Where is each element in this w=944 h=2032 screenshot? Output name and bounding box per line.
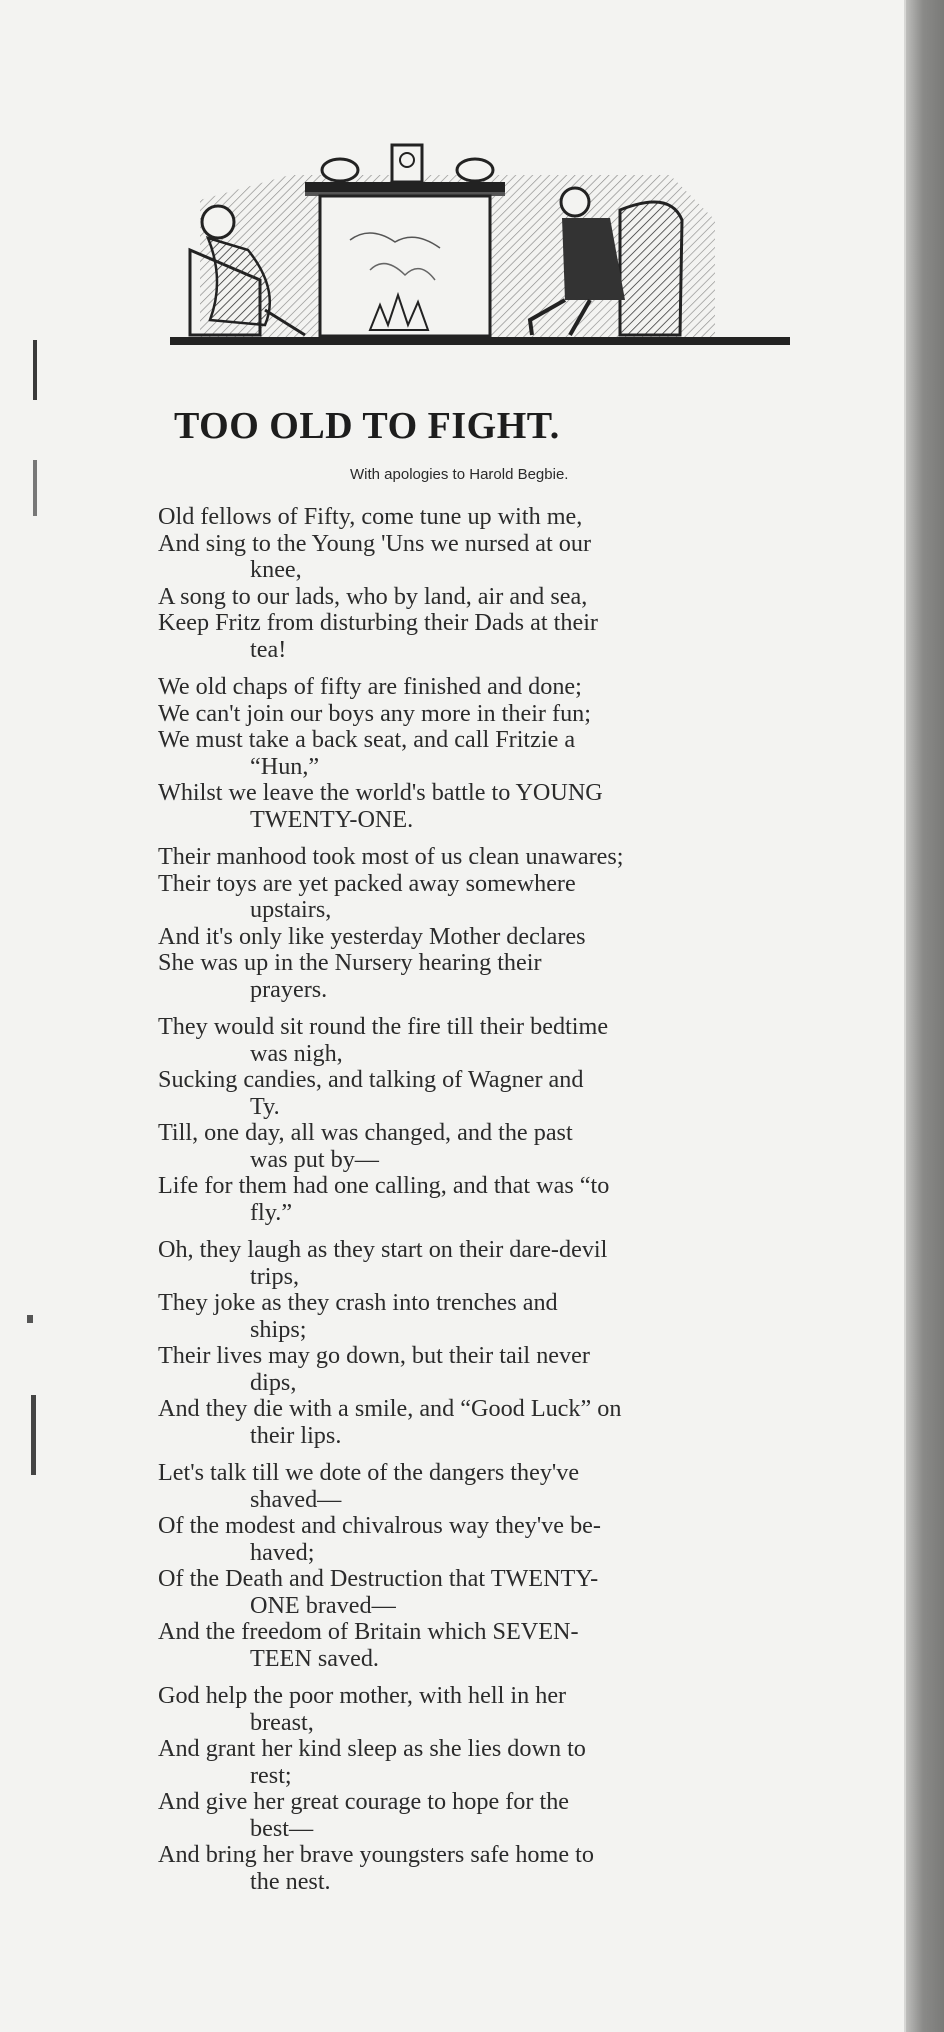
poem-line-continuation: tea! <box>250 635 287 663</box>
poem-line-continuation: ONE braved— <box>250 1591 396 1619</box>
poem-line-continuation: fly.” <box>250 1198 293 1226</box>
poem-line: A song to our lads, who by land, air and sea, <box>158 582 588 610</box>
binding-mark <box>27 1315 33 1323</box>
poem-line: Let's talk till we dote of the dangers they've <box>158 1459 580 1486</box>
poem-line: And it's only like yesterday Mother declares <box>158 922 586 950</box>
poem-line: Till, one day, all was changed, and the past <box>158 1119 573 1146</box>
poem-attribution: With apologies to Harold Begbie. <box>350 466 569 483</box>
poem-line: They would sit round the fire till their bedtime <box>158 1013 609 1040</box>
poem-line-continuation: best— <box>250 1814 314 1842</box>
poem-line: Sucking candies, and talking of Wagner and <box>158 1066 584 1093</box>
poem-line-continuation: the nest. <box>250 1867 331 1895</box>
poem-line: We can't join our boys any more in their fun; <box>158 699 591 727</box>
poem-line-continuation: prayers. <box>250 975 328 1003</box>
poem-line-continuation: “Hun,” <box>250 752 320 780</box>
poem-line-continuation: TWENTY-ONE. <box>250 805 414 833</box>
poem-line-continuation: breast, <box>250 1708 314 1736</box>
poem-line-continuation: dips, <box>250 1368 297 1396</box>
poem-line: Life for them had one calling, and that was “to <box>158 1172 610 1199</box>
binding-mark <box>31 1395 36 1475</box>
poem-line: She was up in the Nursery hearing their <box>158 949 542 976</box>
poem-line: Their manhood took most of us clean unawares; <box>158 843 624 870</box>
poem-line: And bring her brave youngsters safe home to <box>158 1841 594 1868</box>
poem-line: Old fellows of Fifty, come tune up with me, <box>158 503 583 530</box>
poem-stanza <box>158 1014 778 1226</box>
poem-line-continuation: was nigh, <box>250 1039 343 1067</box>
poem-stanza <box>158 844 778 1003</box>
poem-line: Whilst we leave the world's battle to YOUNG <box>158 779 603 806</box>
poem-stanza <box>158 1683 778 1895</box>
poem-line: Oh, they laugh as they start on their dare-devil <box>158 1236 608 1263</box>
poem-line: Of the modest and chivalrous way they've be- <box>158 1512 601 1539</box>
poem-line: Keep Fritz from disturbing their Dads at their <box>158 609 598 636</box>
poem-line-continuation: knee, <box>250 556 302 583</box>
fireside-scene-illustration <box>170 130 790 355</box>
poem-body <box>158 504 778 1906</box>
poem-line: Their lives may go down, but their tail never <box>158 1342 590 1369</box>
poem-line-continuation: upstairs, <box>250 896 332 923</box>
poem-line: Of the Death and Destruction that TWENTY- <box>158 1565 599 1592</box>
poem-line-continuation: was put by— <box>250 1145 379 1173</box>
binding-mark <box>33 340 37 400</box>
poem-line: Their toys are yet packed away somewhere <box>158 869 576 897</box>
poem-stanza <box>158 1237 778 1449</box>
poem-line-continuation: shaved— <box>250 1485 342 1513</box>
binding-mark <box>33 460 37 516</box>
poem-line: And they die with a smile, and “Good Luck” on <box>158 1395 622 1422</box>
poem-line: And give her great courage to hope for the <box>158 1788 570 1815</box>
poem-stanza <box>158 674 778 833</box>
poem-stanza <box>158 1460 778 1672</box>
poem-line: We old chaps of fifty are finished and done; <box>158 673 582 700</box>
poem-line: They joke as they crash into trenches and <box>158 1289 558 1316</box>
poem-line-continuation: their lips. <box>250 1421 342 1449</box>
poem-title: TOO OLD TO FIGHT. <box>174 405 560 447</box>
poem-line: And grant her kind sleep as she lies down to <box>158 1735 586 1762</box>
poem-line: And the freedom of Britain which SEVEN- <box>158 1618 579 1645</box>
poem-stanza <box>158 504 778 663</box>
poem-line-continuation: TEEN saved. <box>250 1644 379 1672</box>
poem-line: We must take a back seat, and call Fritzie a <box>158 726 576 753</box>
poem-line: And sing to the Young 'Uns we nursed at our <box>158 529 591 557</box>
poem-line-continuation: rest; <box>250 1761 292 1789</box>
poem-line-continuation: Ty. <box>250 1092 280 1120</box>
page-edge-shadow <box>906 0 944 2032</box>
poem-line-continuation: haved; <box>250 1538 315 1566</box>
poem-line-continuation: trips, <box>250 1262 300 1290</box>
poem-line-continuation: ships; <box>250 1315 307 1343</box>
poem-line: God help the poor mother, with hell in her <box>158 1682 567 1709</box>
